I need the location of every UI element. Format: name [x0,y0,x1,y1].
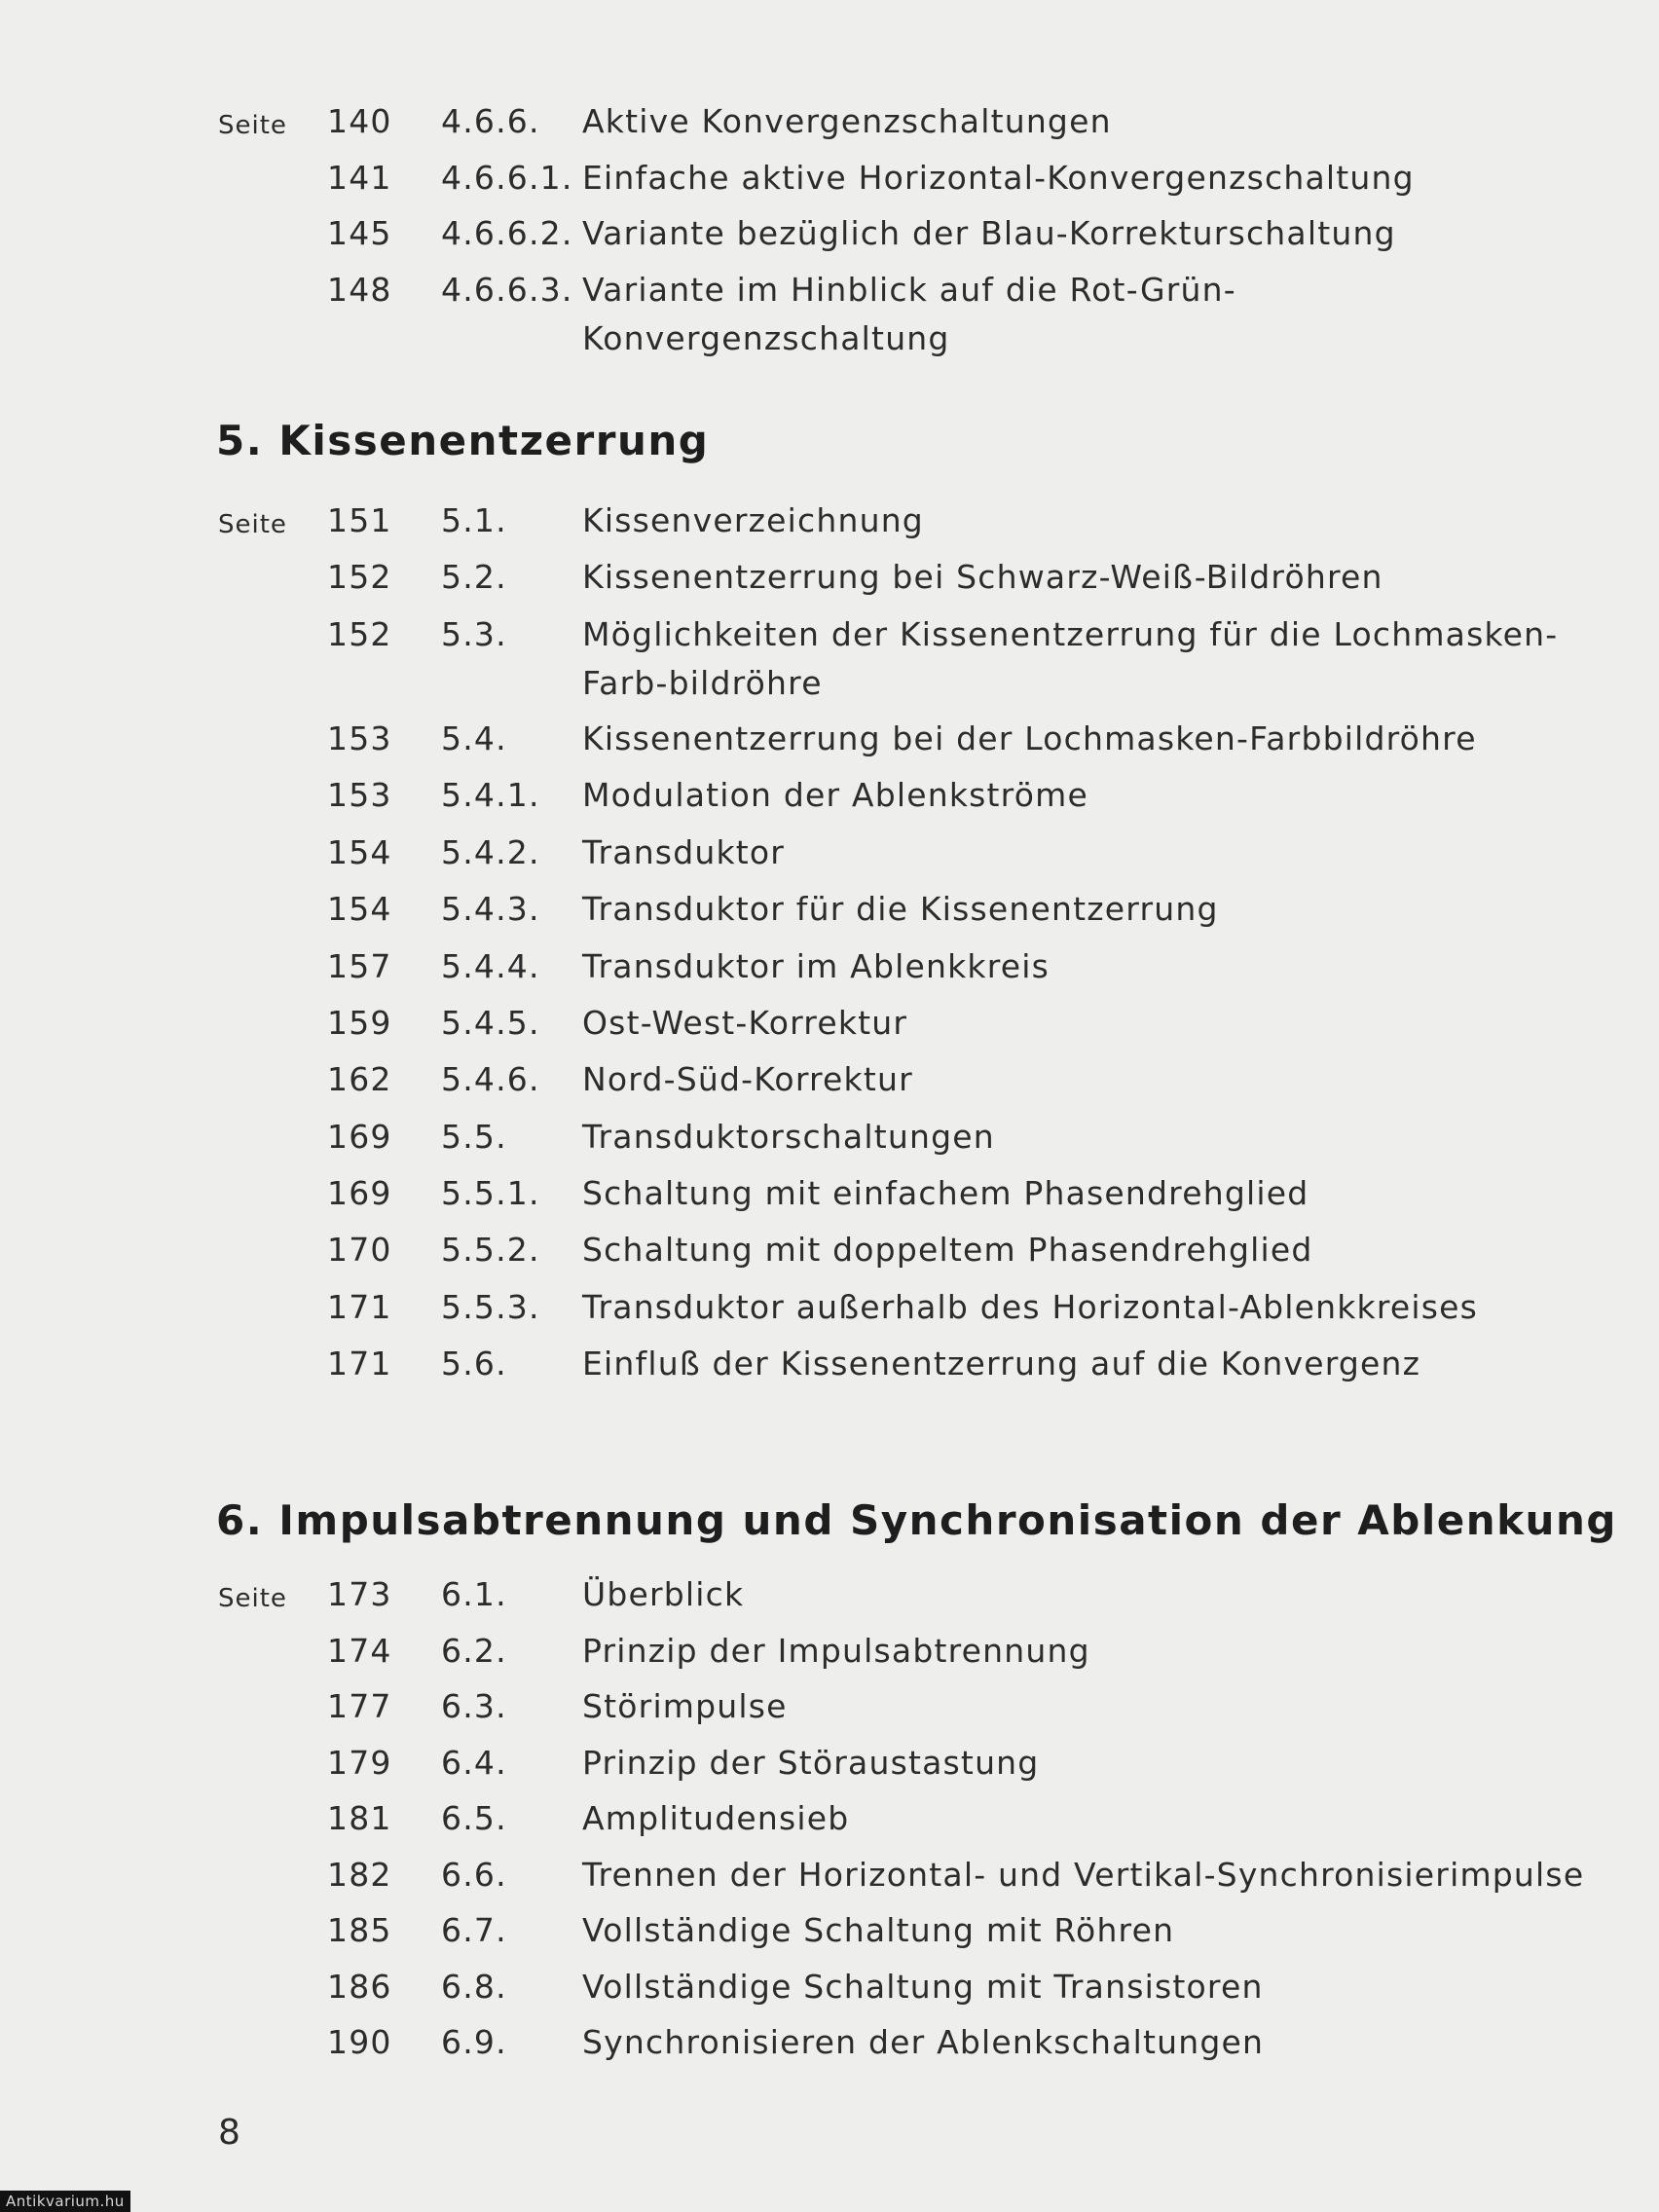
entry-title: Trennen der Horizontal- und Vertikal-Synchronisierimpulse [582,1856,1585,1894]
toc-row [0,829,1659,885]
toc-row [0,885,1659,941]
section-number: 4.6.6.1. [441,159,573,197]
section-number: 6.1. [441,1575,507,1613]
page-number: 182 [327,1856,392,1894]
page-number: 154 [327,833,392,871]
section-number: 6.6. [441,1856,507,1894]
page-number: 154 [327,890,392,928]
entry-title: Einfluß der Kissenentzerrung auf die Konvergenz [582,1345,1421,1382]
toc-row [0,2018,1659,2075]
section-5-heading: 5. Kissenentzerrung [216,417,710,464]
entry-title: Amplitudensieb [582,1799,850,1837]
entry-title: Kissenentzerrung bei Schwarz-Weiß-Bildröhren [582,558,1383,596]
toc-row [0,715,1659,771]
section-number: 6.4. [441,1744,507,1782]
entry-title: Prinzip der Impulsabtrennung [582,1632,1090,1670]
entry-title: Kissenverzeichnung [582,501,924,539]
toc-row [0,1113,1659,1169]
section-number: 5.4.1. [441,776,540,814]
page-number: 170 [327,1231,392,1269]
entry-title: Vollständige Schaltung mit Röhren [582,1911,1175,1949]
entry-title: Schaltung mit doppeltem Phasendrehglied [582,1231,1313,1269]
section-number: 5.4.5. [441,1004,540,1042]
entry-title: Schaltung mit einfachem Phasendrehglied [582,1174,1309,1212]
toc-row [0,1226,1659,1282]
section-number: 6.7. [441,1911,507,1949]
page-number-footer: 8 [218,2113,240,2153]
page-number: 148 [327,271,392,309]
section-number: 6.2. [441,1632,507,1670]
toc-row [0,1627,1659,1683]
entry-title: Ost-West-Korrektur [582,1004,908,1042]
page-number: 140 [327,102,392,140]
page-number: 153 [327,719,392,757]
entry-title: Einfache aktive Horizontal-Konvergenzschaltung [582,159,1415,197]
toc-row [0,266,1659,357]
watermark: Antikvarium.hu [0,2191,130,2212]
section-6-heading: 6. Impulsabtrennung und Synchronisation der Ablenkung [216,1496,1617,1544]
entry-title: Überblick [582,1575,745,1613]
section-number: 5.5.3. [441,1288,540,1326]
page-number: 190 [327,2023,392,2061]
section-number: 4.6.6.3. [441,271,573,309]
section-number: 6.3. [441,1687,507,1725]
page-number: 177 [327,1687,392,1725]
section-number: 5.4.3. [441,890,540,928]
entry-title: Störimpulse [582,1687,788,1725]
toc-row [0,97,1659,154]
entry-title: Variante im Hinblick auf die Rot-Grün-Konvergenzschaltung [582,271,1236,357]
entry-title: Nord-Süd-Korrektur [582,1060,913,1098]
page-number: 151 [327,501,392,539]
toc-row [0,1739,1659,1795]
page-number: 141 [327,159,392,197]
toc-row [0,1570,1659,1627]
toc-row [0,1963,1659,2019]
entry-title: Synchronisieren der Ablenkschaltungen [582,2023,1265,2061]
page-number: 186 [327,1968,392,2006]
page-number: 169 [327,1174,392,1212]
toc-row [0,209,1659,266]
entry-title: Variante bezüglich der Blau-Korrekturschaltung [582,214,1396,252]
page-number: 185 [327,1911,392,1949]
page-number: 145 [327,214,392,252]
entry-title: Kissenentzerrung bei der Lochmasken-Farbbildröhre [582,719,1477,757]
toc-row [0,771,1659,828]
page-number: 171 [327,1288,392,1326]
page-number: 169 [327,1118,392,1156]
toc-row [0,1682,1659,1739]
entry-title: Transduktor für die Kissenentzerrung [582,890,1219,928]
page-number: 179 [327,1744,392,1782]
page-number: 171 [327,1345,392,1382]
entry-title: Vollständige Schaltung mit Transistoren [582,1968,1264,2006]
seite-label: Seite [218,111,287,140]
entry-title: Prinzip der Störaustastung [582,1744,1040,1782]
toc-row [0,1906,1659,1963]
entry-title: Möglichkeiten der Kissenentzerrung für die Lochmasken-Farb-bildröhre [582,615,1559,702]
section-number: 6.5. [441,1799,507,1837]
page-number: 173 [327,1575,392,1613]
seite-label: Seite [218,510,287,539]
toc-row [0,154,1659,210]
page-number: 152 [327,558,392,596]
page-number: 162 [327,1060,392,1098]
page-number: 174 [327,1632,392,1670]
toc-row [0,497,1659,553]
toc-row [0,610,1659,708]
entry-title: Transduktor im Ablenkkreis [582,947,1051,985]
section-number: 4.6.6. [441,102,540,140]
section-number: 5.5.1. [441,1174,540,1212]
toc-row [0,1169,1659,1226]
section-number: 5.6. [441,1345,507,1382]
page-number: 159 [327,1004,392,1042]
entry-title: Transduktor [582,833,786,871]
section-number: 6.9. [441,2023,507,2061]
toc-row [0,1340,1659,1396]
toc-row [0,1283,1659,1340]
toc-row [0,999,1659,1055]
seite-label: Seite [218,1584,287,1613]
section-number: 5.4. [441,719,507,757]
section-number: 5.4.4. [441,947,540,985]
page-number: 181 [327,1799,392,1837]
page-number: 157 [327,947,392,985]
entry-title: Transduktorschaltungen [582,1118,995,1156]
toc-row [0,1055,1659,1112]
toc-row [0,1851,1659,1907]
page-number: 153 [327,776,392,814]
section-number: 4.6.6.2. [441,214,573,252]
section-number: 5.1. [441,501,507,539]
section-number: 6.8. [441,1968,507,2006]
entry-title: Transduktor außerhalb des Horizontal-Ablenkkreises [582,1288,1479,1326]
page-number: 152 [327,615,392,653]
toc-row [0,1794,1659,1851]
section-number: 5.5.2. [441,1231,540,1269]
entry-title: Aktive Konvergenzschaltungen [582,102,1112,140]
section-number: 5.2. [441,558,507,596]
toc-row [0,553,1659,609]
section-number: 5.4.6. [441,1060,540,1098]
section-number: 5.3. [441,615,507,653]
section-number: 5.5. [441,1118,507,1156]
section-number: 5.4.2. [441,833,540,871]
entry-title: Modulation der Ablenkströme [582,776,1088,814]
toc-row [0,942,1659,999]
